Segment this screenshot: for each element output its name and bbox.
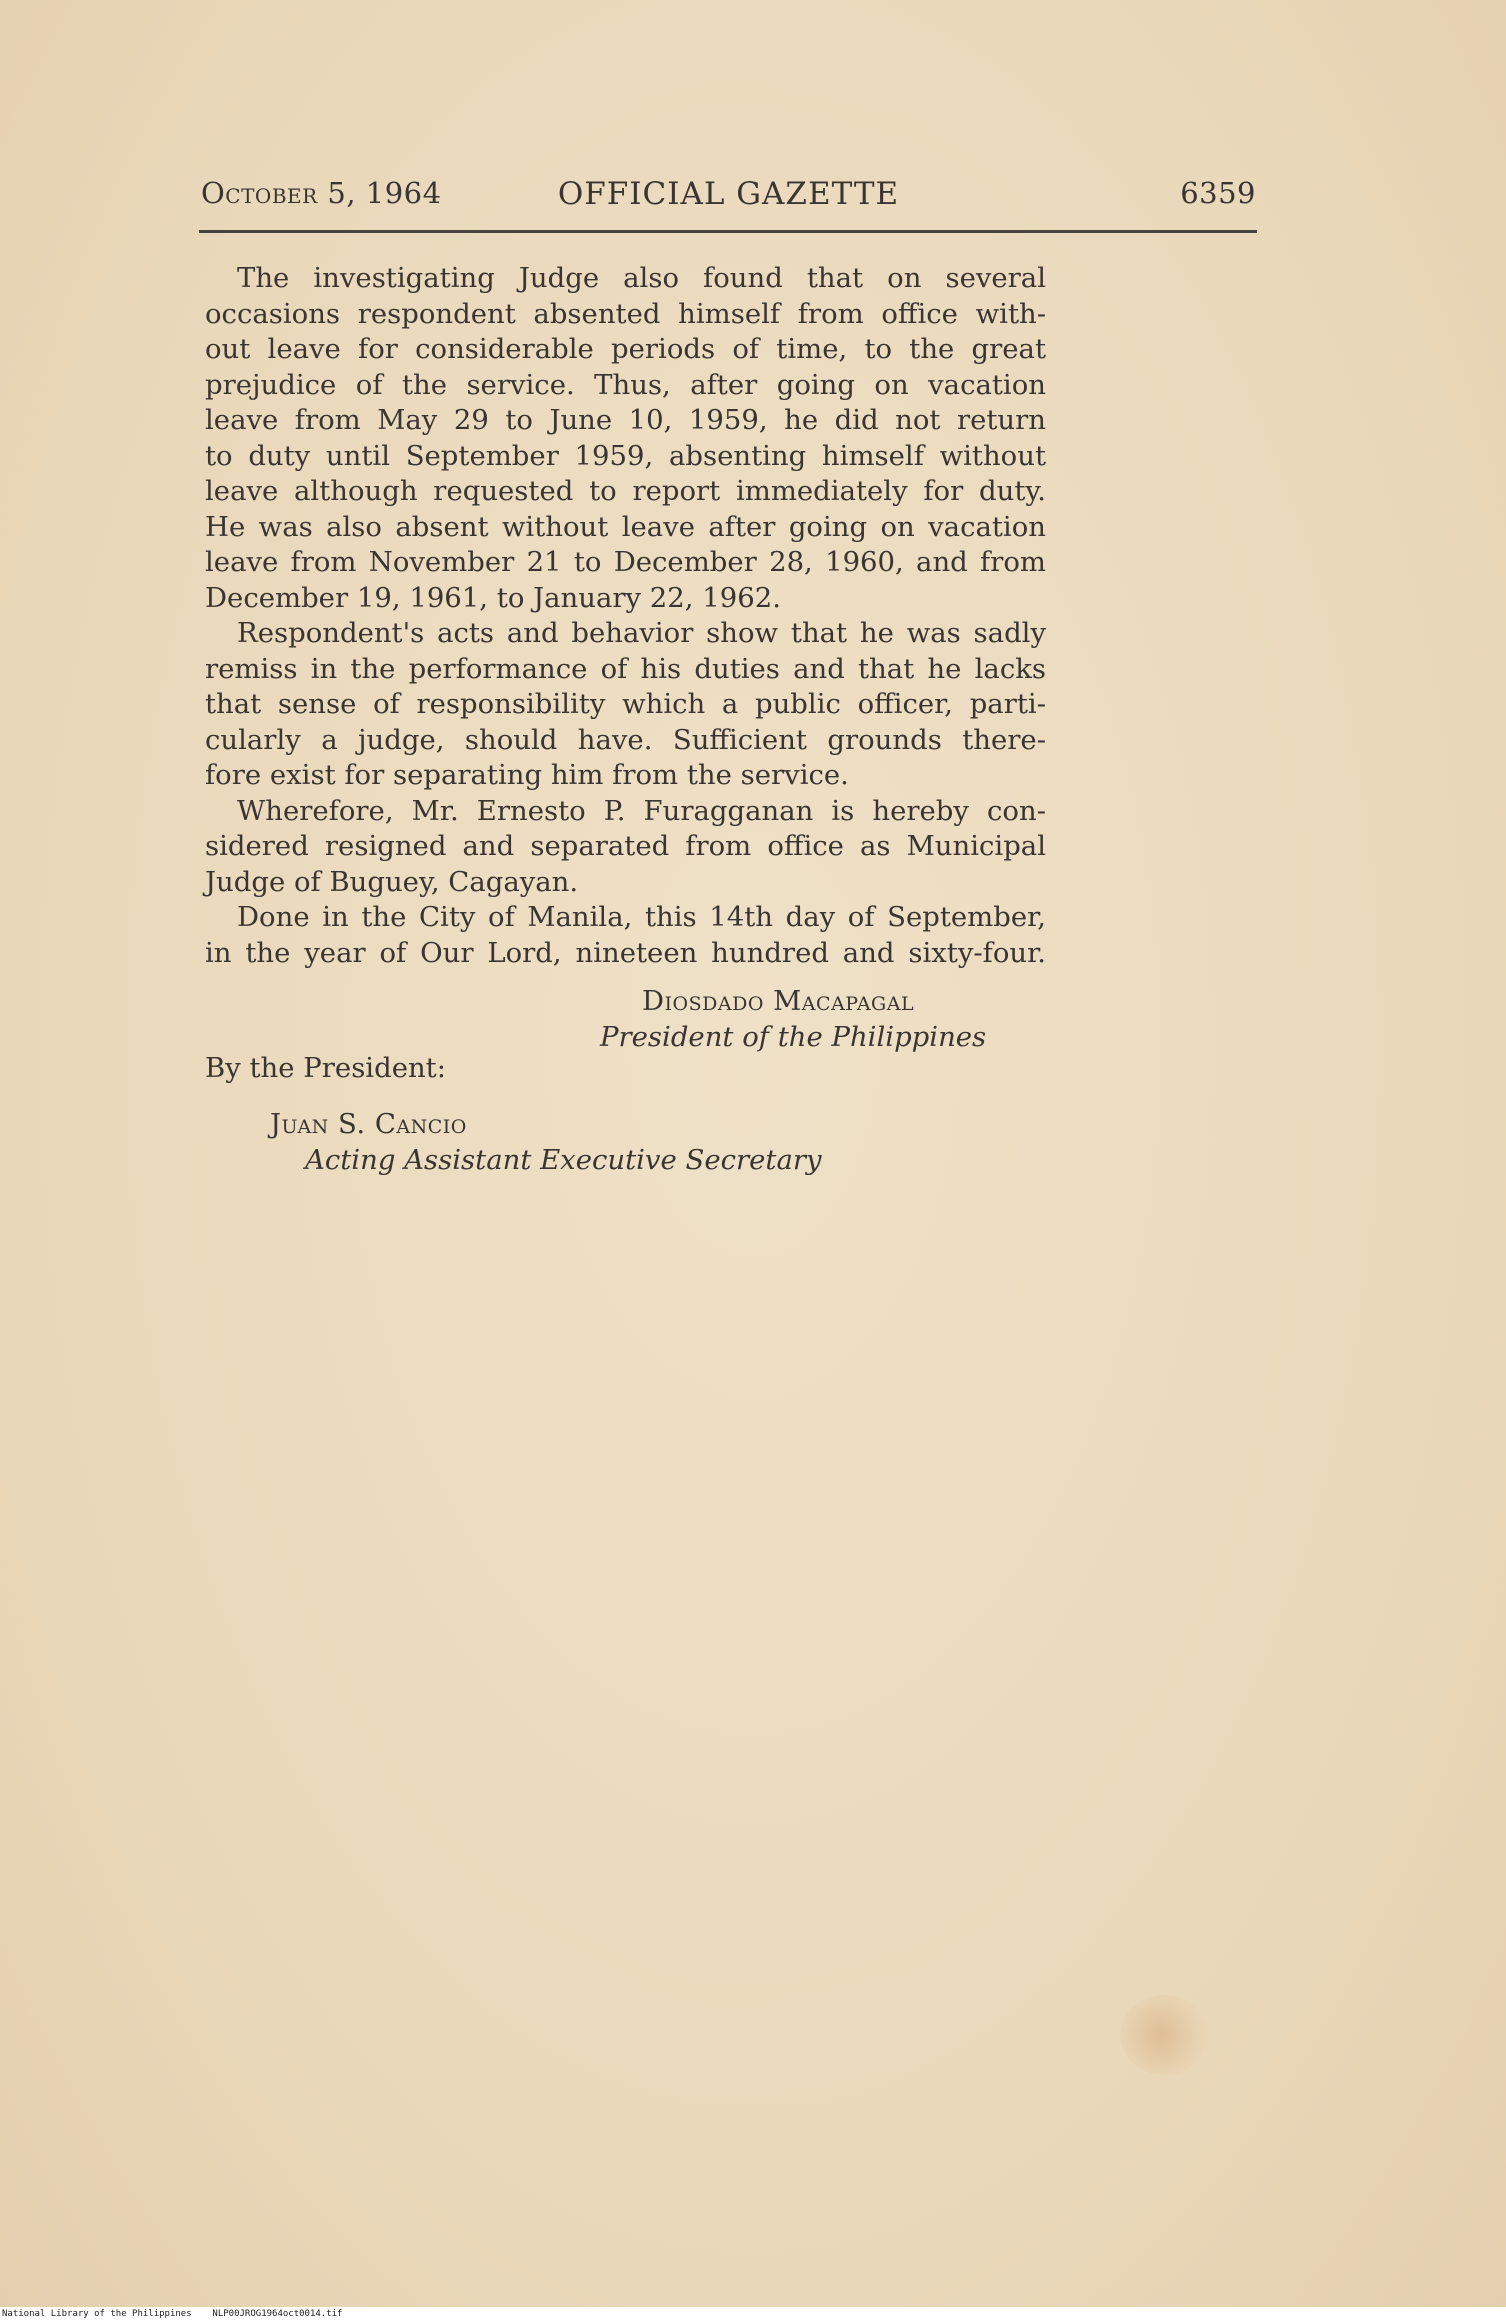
president-signature-block [600, 983, 986, 1055]
text-line: He was also absent without leave after going on vacation [205, 510, 1046, 543]
paragraph-4 [205, 900, 1046, 971]
header-date: October 5, 1964 [201, 176, 442, 210]
text-line: leave from May 29 to June 10, 1959, he did not return [205, 404, 1046, 436]
secretary-signature-block [270, 1106, 822, 1178]
text-line: December 19, 1961, to January 22, 1962. [205, 581, 781, 614]
header-page-number: 6359 [1180, 176, 1256, 210]
text-line: prejudice of the service. Thus, after going on vacation [205, 368, 1046, 401]
paragraph-3 [205, 794, 1046, 901]
page-header [201, 176, 1256, 220]
text-line: The investigating Judge also found that on several [237, 262, 1046, 294]
president-name: Diosdado Macapagal [642, 985, 915, 1017]
text-line: occasions respondent absented himself from office with- [205, 297, 1046, 330]
text-line: sidered resigned and separated from office as Municipal [205, 830, 1046, 862]
text-line: Judge of Buguey, Cagayan. [205, 865, 579, 898]
text-line: that sense of responsibility which a public officer, parti- [205, 688, 1046, 720]
text-line: fore exist for separating him from the service. [205, 759, 849, 791]
paragraph-1 [205, 261, 1046, 616]
text-line: leave although requested to report immediately for duty. [205, 475, 1046, 507]
footer-filename: NLP00JROG1964oct0014.tif [212, 2309, 343, 2319]
footer-library: National Library of the Philippines [2, 2309, 192, 2319]
text-line: in the year of Our Lord, nineteen hundred and sixty-four. [205, 936, 1046, 969]
text-line: out leave for considerable periods of time, to the great [205, 333, 1046, 365]
paper-stain [1120, 1995, 1210, 2075]
text-line: Wherefore, Mr. Ernesto P. Furagganan is hereby con- [237, 794, 1046, 827]
text-line: cularly a judge, should have. Sufficient grounds there- [205, 723, 1046, 756]
paragraph-2 [205, 616, 1046, 794]
text-line: Respondent's acts and behavior show that he was sadly [237, 617, 1046, 649]
header-publication: OFFICIAL GAZETTE [557, 176, 900, 212]
secretary-title: Acting Assistant Executive Secretary [305, 1144, 822, 1176]
scan-footer [0, 2307, 1506, 2321]
text-line: Done in the City of Manila, this 14th day of September, [237, 901, 1046, 933]
secretary-name: Juan S. Cancio [270, 1108, 467, 1140]
body-text [205, 261, 1046, 971]
text-line: to duty until September 1959, absenting himself without [205, 439, 1046, 472]
text-line: leave from November 21 to December 28, 1960, and from [205, 546, 1046, 578]
text-line: remiss in the performance of his duties and that he lacks [205, 652, 1046, 685]
president-title: President of the Philippines [600, 1021, 987, 1053]
by-the-president-label: By the President: [205, 1052, 447, 1084]
header-rule [199, 230, 1257, 233]
